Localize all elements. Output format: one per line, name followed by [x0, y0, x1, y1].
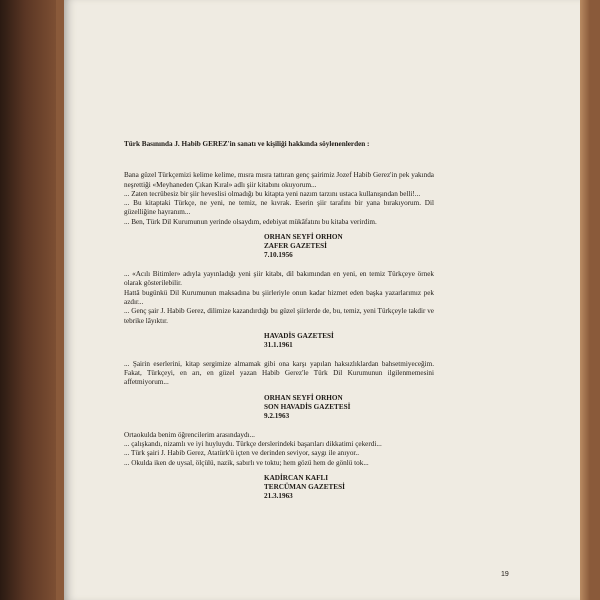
signature-source: HAVADİS GAZETESİ — [264, 331, 334, 340]
signature-date: 9.2.1963 — [264, 411, 290, 420]
signature-4 — [264, 474, 434, 501]
quote-block-4 — [124, 431, 434, 468]
quote-paragraph: Ortaokulda benim öğrencilerim arasındaydı... — [124, 430, 255, 439]
signature-1 — [264, 233, 434, 260]
signature-3 — [264, 394, 434, 421]
quote-paragraph: ... Şairin eserlerini, kitap sergimize almamak gibi ona karşı yapılan haksızlıklardan bahsetmiyeceğim. Fakat, Türkçeyi, en arı, en güzel yazan Habib Gerez'le Türk Dil Kurumunun ilgilenmemesini affetmiyorum... — [124, 359, 434, 387]
signature-date: 21.3.1963 — [264, 491, 293, 500]
quote-paragraph: ... Ben, Türk Dil Kurumunun yerinde olsaydım, edebiyat mükâfatını bu kitaba verirdim. — [124, 217, 377, 226]
book-binding — [0, 0, 56, 600]
quote-block-2 — [124, 270, 434, 326]
quote-paragraph: ... Zaten tecrübesiz bir şiir heveslisi olmadığı bu kitapta yeni nazım tarzını ustaca kullanışından belli!... — [124, 189, 421, 198]
quote-paragraph: ... Genç şair J. Habib Gerez, dilimize kazandırdığı bu güzel şiirlerde de, bu, temiz, yeni Türkçeyle takdir ve tebrike lâyıktır. — [124, 307, 434, 325]
signature-author: ORHAN SEYFİ ORHON — [264, 233, 343, 242]
signature-author: KADİRCAN KAFLI — [264, 473, 329, 482]
quote-paragraph: ... «Acılı Bitimler» adıyla yayınladığı yeni şiir kitabı, dil bakımından en yeni, en temiz Türkçeye örnek olarak gösterilebilir. — [124, 270, 434, 288]
quote-paragraph: Bana güzel Türkçemizi kelime kelime, mısra mısra tattıran genç şairimiz Jozef Habib Gerez'in pek yakında neşrettiği «Meyhaneden Çıkan Kıral» adlı şiir kitabını okuyorum... — [124, 171, 434, 189]
signature-source: SON HAVADİS GAZETESİ — [264, 402, 351, 411]
quote-paragraph: Hattâ bugünkü Dil Kurumunun maksadına bu şiirleriyle onun kadar hizmet eden başka yazarlarımız pek azdır... — [124, 288, 434, 306]
page-number: 19 — [501, 571, 509, 578]
signature-source: ZAFER GAZETESİ — [264, 242, 327, 251]
quote-paragraph: ... Bu kitaptaki Türkçe, ne yeni, ne temiz, ne kıvrak. Eserin şiir tarafını bir yana bırakıyorum. Dil güzelliğine hayranım... — [124, 199, 434, 217]
signature-date: 7.10.1956 — [264, 251, 293, 260]
intro-heading: Türk Basınında J. Habib GEREZ'in sanatı ve kişiliği hakkında söylenenlerden : — [124, 140, 370, 148]
page-edge — [580, 0, 590, 600]
quote-paragraph: ... Okulda iken de uysal, ölçülü, nazik, sabırlı ve toktu; hem gözü hem de gönlü tok... — [124, 458, 369, 467]
signature-author: ORHAN SEYFİ ORHON — [264, 393, 343, 402]
quote-paragraph: ... Türk şairi J. Habib Gerez, Atatürk'ü içten ve derinden seviyor, saygı ile anıyor.. — [124, 449, 360, 458]
signature-2 — [264, 332, 434, 350]
quote-block-1 — [124, 171, 434, 227]
quote-paragraph: ... çalışkandı, nizamlı ve iyi huyluydu. Türkçe derslerindeki başarıları dikkatimi çekerdi... — [124, 440, 382, 449]
page-content — [124, 140, 434, 511]
signature-source: TERCÜMAN GAZETESİ — [264, 482, 345, 491]
signature-date: 31.1.1961 — [264, 340, 293, 349]
quote-block-3 — [124, 360, 434, 388]
